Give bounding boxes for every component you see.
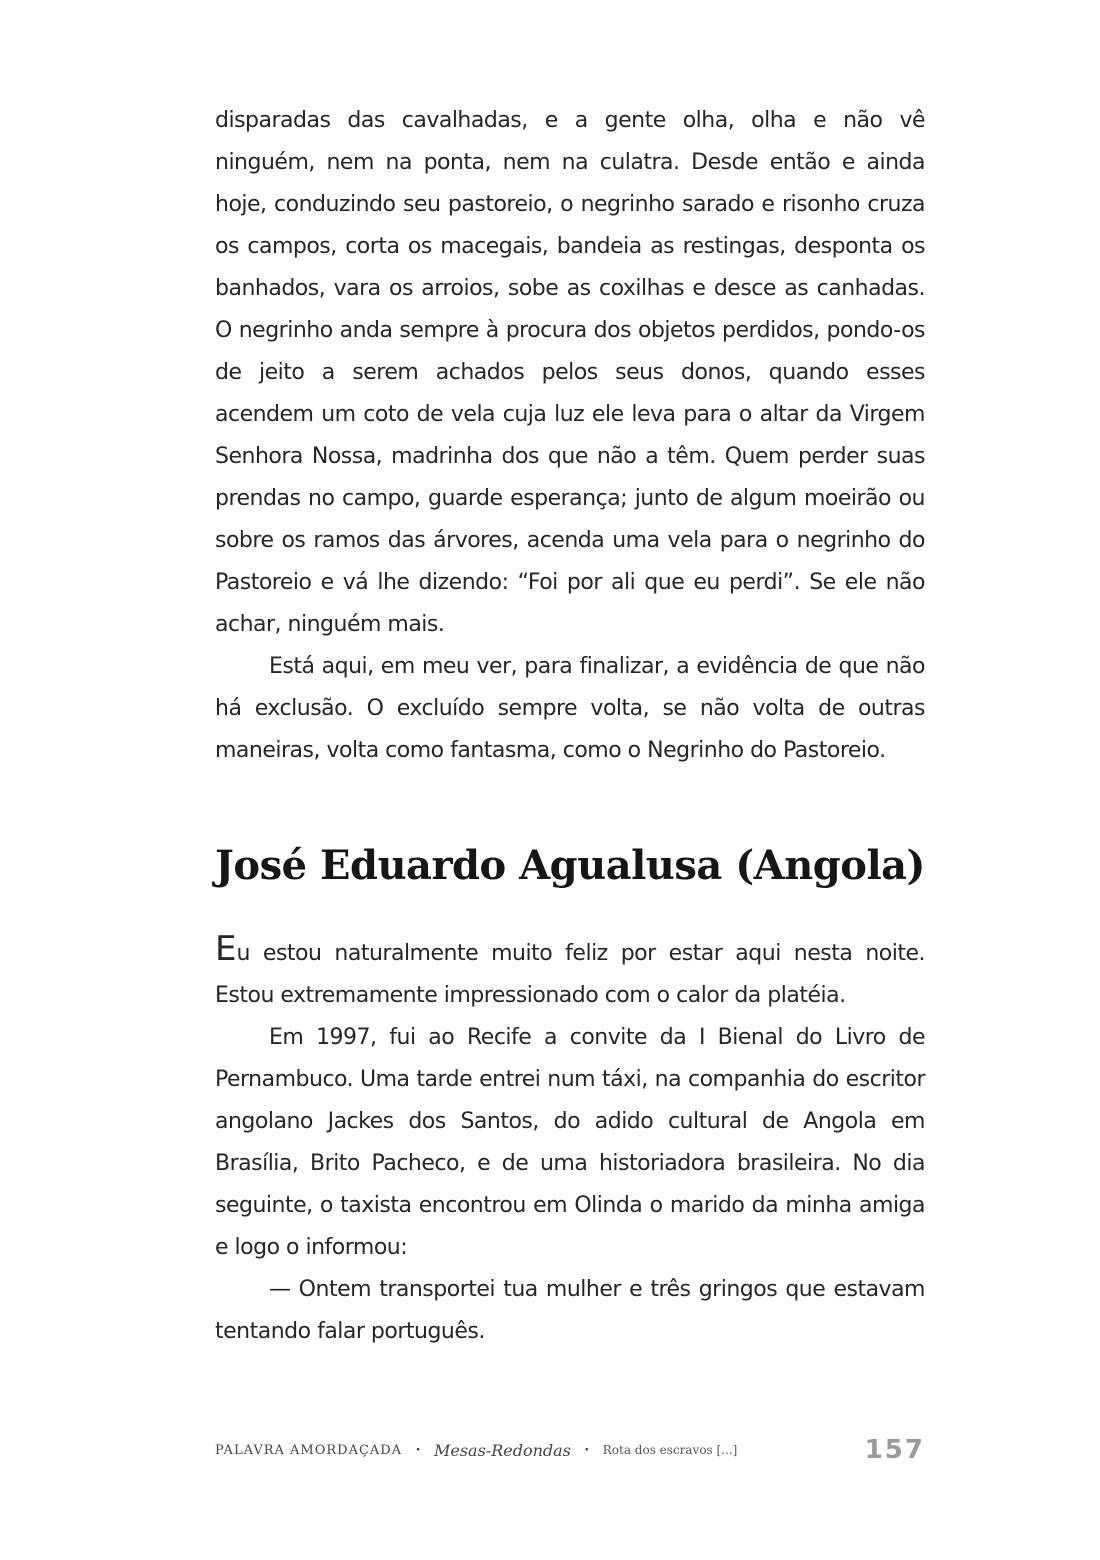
footer-section-title: Mesas-Redondas — [433, 1440, 571, 1460]
paragraph: Está aqui, em meu ver, para finalizar, a evidência de que não há exclusão. O excluído sempre volta, se não volta de outras maneiras, volta como fantasma, como o Negrinho do Pastoreio. — [215, 654, 925, 763]
paragraph-first — [215, 929, 925, 1017]
paragraph-first-text: u estou naturalmente muito feliz por estar aqui nesta noite. Estou extremamente impressionado com o calor da platéia. — [215, 941, 925, 1008]
page-number: 157 — [864, 1435, 925, 1465]
page-footer — [215, 1428, 925, 1472]
footer-article-title: Rota dos escravos [...] — [602, 1443, 738, 1457]
footer-journal-title: PALAVRA AMORDAÇADA — [215, 1442, 403, 1458]
drop-cap: E — [215, 929, 237, 969]
paragraph: Em 1997, fui ao Recife a convite da I Bienal do Livro de Pernambuco. Uma tarde entrei num táxi, na companhia do escritor angolano Jackes dos Santos, do adido cultural de Angola em Brasília, Brito Pacheco, e de uma historiadora brasileira. No dia seguinte, o taxista encontrou em Olinda o marido da minha amiga e logo o informou: — [215, 1025, 925, 1260]
body-text-continued — [215, 100, 925, 772]
paragraph: — Ontem transportei tua mulher e três gringos que estavam tentando falar português. — [215, 1277, 925, 1344]
footer-bullet: • — [584, 1444, 589, 1456]
footer-bullet: • — [416, 1444, 420, 1456]
section-heading: José Eduardo Agualusa (Angola) — [215, 842, 925, 889]
body-text-section — [215, 929, 925, 1353]
paragraph: disparadas das cavalhadas, e a gente olha, olha e não vê ninguém, nem na ponta, nem na culatra. Desde então e ainda hoje, conduzindo seu pastoreio, o negrinho sarado e risonho cruza os campos, corta os macegais, bandeia as restingas, desponta os banhados, vara os arroios, sobe as coxilhas e desce as canhadas. O negrinho anda sempre à procura dos objetos perdidos, pondo-os de jeito a serem achados pelos seus donos, quando esses acendem um coto de vela cuja luz ele leva para o altar da Virgem Senhora Nossa, madrinha dos que não a têm. Quem perder suas prendas no campo, guarde esperança; junto de algum moeirão ou sobre os ramos das árvores, acenda uma vela para o negrinho do Pastoreio e vá lhe dizendo: “Foi por ali que eu perdi”. Se ele não achar, ninguém mais. — [215, 108, 925, 637]
footer-running-head — [215, 1441, 737, 1460]
